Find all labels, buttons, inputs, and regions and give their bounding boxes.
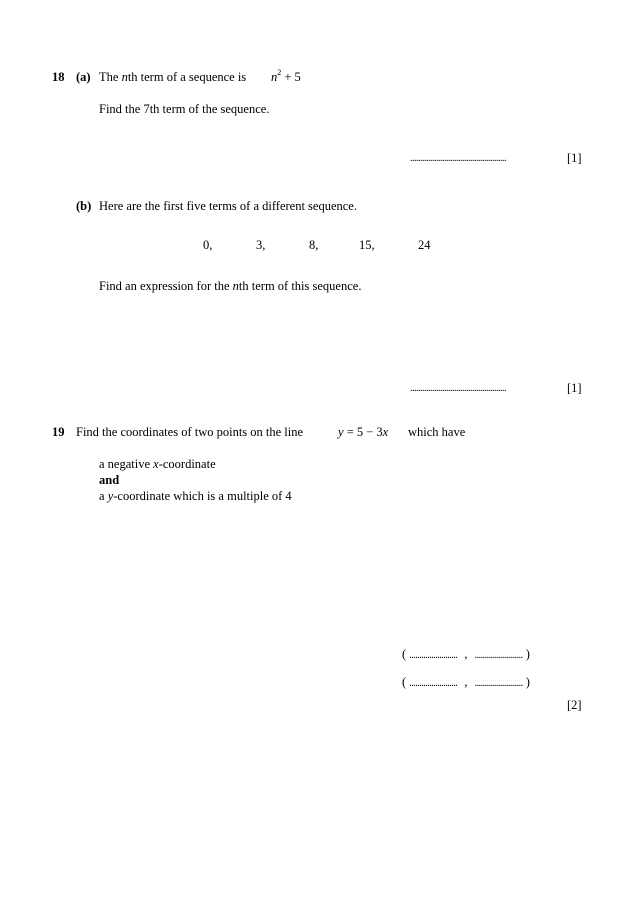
q19-cond1-pre: a negative: [99, 457, 154, 471]
close-paren: ): [525, 647, 530, 661]
q18b-instruction-pre: Find an expression for the: [99, 279, 233, 293]
q19-cond1-var: x: [153, 457, 159, 471]
sequence-term: 24: [418, 238, 431, 252]
q18a-answer-line[interactable]: ................................................: [410, 153, 506, 164]
sequence-term: 15,: [359, 238, 375, 252]
q18a-instruction: Find the 7th term of the sequence.: [99, 102, 270, 116]
q18b-answer-line[interactable]: ................................................: [410, 383, 506, 394]
q18b-instruction-n: n: [232, 279, 239, 293]
q19-stem-post: which have: [408, 425, 466, 439]
q19-number: 19: [52, 425, 65, 439]
q19-condition-1: [99, 457, 216, 472]
q18a-stem-pre: The: [99, 70, 122, 84]
q18a-expression: [271, 67, 301, 85]
q18a-expr-rest: + 5: [281, 70, 301, 84]
q18a-stem-post: th term of a sequence is: [127, 70, 247, 84]
comma: ,: [464, 675, 468, 689]
x-coordinate-answer[interactable]: ........................: [409, 650, 458, 661]
q18a-expr-exponent: 2: [277, 67, 282, 77]
sequence-term: 8,: [309, 238, 319, 252]
q19-marks: [2]: [567, 698, 582, 712]
q19-line-y: y: [338, 425, 344, 439]
q19-cond1-post: -coordinate: [158, 457, 216, 471]
q18a-stem: [99, 70, 246, 85]
q18-number: 18: [52, 70, 65, 84]
q18b-instruction-post: th term of this sequence.: [238, 279, 362, 293]
sequence-term: 0,: [203, 238, 213, 252]
q19-cond2-var: y: [107, 489, 114, 503]
sequence-term: 3,: [256, 238, 266, 252]
close-paren: ): [525, 675, 530, 689]
q18b-label: (b): [76, 199, 92, 213]
q19-answer-point-2: [402, 675, 530, 690]
q19-condition-2: [99, 489, 292, 504]
open-paren: (: [402, 647, 407, 661]
q19-and: and: [99, 473, 120, 487]
comma: ,: [464, 647, 468, 661]
y-coordinate-answer[interactable]: ........................: [474, 650, 523, 661]
q19-line-x: x: [382, 425, 389, 439]
q18b-instruction: [99, 279, 361, 294]
y-coordinate-answer[interactable]: ........................: [474, 678, 523, 689]
q18a-stem-n: n: [121, 70, 128, 84]
q18a-label: (a): [76, 70, 91, 84]
q19-cond2-post: -coordinate which is a multiple of 4: [113, 489, 292, 503]
q19-cond2-pre: a: [99, 489, 108, 503]
q19-line-equation: [338, 425, 388, 440]
q19-stem-pre: Find the coordinates of two points on the line: [76, 425, 304, 439]
x-coordinate-answer[interactable]: ........................: [409, 678, 458, 689]
q18b-marks: [1]: [567, 381, 582, 395]
q18b-stem: Here are the first five terms of a different sequence.: [99, 199, 357, 213]
q19-answer-point-1: [402, 647, 530, 662]
q18a-expr-base: n: [271, 70, 278, 84]
q19-line-mid: = 5 − 3: [343, 425, 383, 439]
q18a-marks: [1]: [567, 151, 582, 165]
open-paren: (: [402, 675, 407, 689]
